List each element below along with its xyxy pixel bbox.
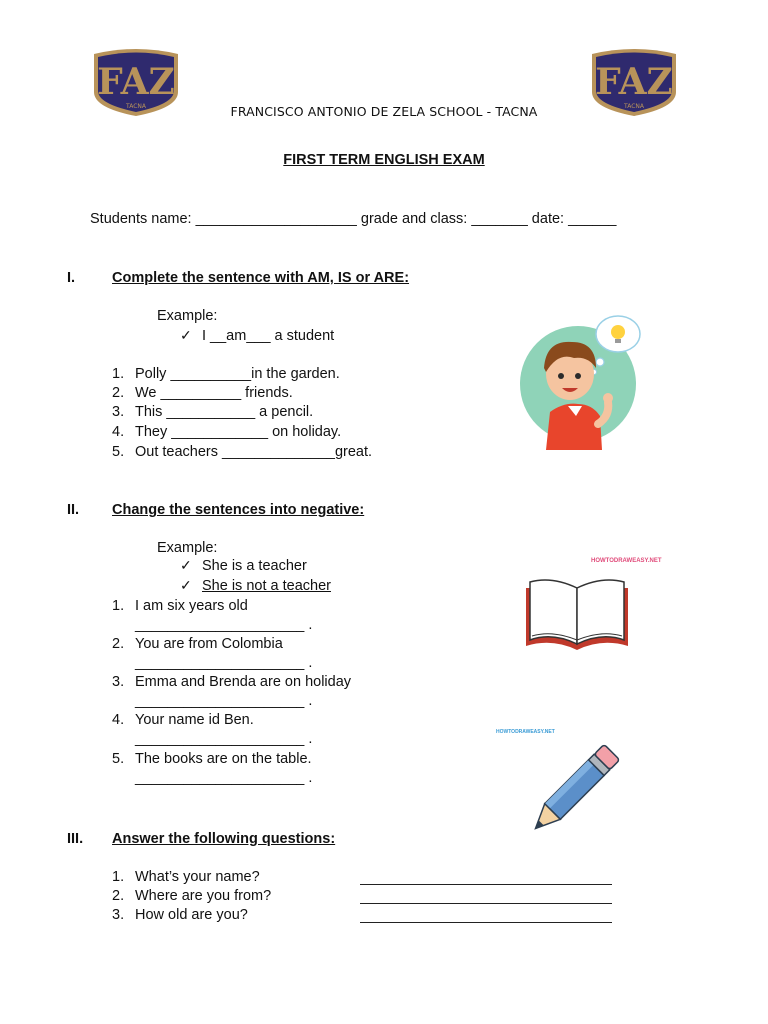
- list-item: Polly __________in the garden.: [135, 366, 340, 382]
- crest-letters: FAZ: [97, 61, 175, 103]
- question: What’s your name?: [135, 869, 260, 885]
- section-1-example: I __am___ a student: [202, 328, 335, 344]
- list-item: We __________ friends.: [135, 385, 293, 401]
- pencil-watermark: HOWTODRAWEASY.NET: [496, 729, 555, 735]
- open-book-illustration: [522, 574, 632, 656]
- list-item: Emma and Brenda are on holiday: [135, 674, 352, 690]
- checkmark-icon: ✓: [180, 577, 192, 593]
- section-3-heading: Answer the following questions:: [112, 831, 336, 847]
- crest-letters: FAZ: [595, 61, 673, 103]
- exam-title: FIRST TERM ENGLISH EXAM: [283, 152, 485, 168]
- question: How old are you?: [135, 907, 248, 923]
- section-3-numeral: III.: [67, 831, 84, 847]
- list-item: This ___________ a pencil.: [135, 404, 314, 420]
- answer-line: _____________________ .: [135, 693, 313, 709]
- svg-text:TACNA: TACNA: [126, 103, 146, 110]
- list-item: I am six years old: [135, 598, 248, 614]
- section-1-numeral: I.: [67, 270, 76, 286]
- section-1-example-label: Example:: [157, 308, 218, 324]
- list-item: You are from Colombia: [135, 636, 283, 652]
- question: Where are you from?: [135, 888, 272, 904]
- answer-line: _____________________ .: [135, 731, 313, 747]
- answer-blank[interactable]: [360, 922, 612, 923]
- section-2-numeral: II.: [67, 502, 80, 518]
- answer-blank[interactable]: [360, 903, 612, 904]
- student-info-line: Students name: ____________________ grade and class: _______ date: ______: [90, 211, 617, 227]
- checkmark-icon: ✓: [180, 327, 192, 343]
- section-2-example-label: Example:: [157, 540, 218, 556]
- section-2-example-affirmative: She is a teacher: [202, 558, 307, 574]
- answer-line: _____________________ .: [135, 770, 313, 786]
- list-item: Out teachers ______________great.: [135, 444, 373, 460]
- list-item: The books are on the table.: [135, 751, 312, 767]
- checkmark-icon: ✓: [180, 557, 192, 573]
- answer-line: _____________________ .: [135, 617, 313, 633]
- book-watermark: HOWTODRAWEASY.NET: [591, 558, 662, 564]
- list-item: They ____________ on holiday.: [135, 424, 342, 440]
- section-2-heading: Change the sentences into negative:: [112, 502, 365, 518]
- section-2-example-negative: She is not a teacher: [202, 578, 331, 594]
- answer-line: _____________________ .: [135, 655, 313, 671]
- list-item: Your name id Ben.: [135, 712, 254, 728]
- thinking-boy-illustration: [512, 312, 648, 452]
- answer-blank[interactable]: [360, 884, 612, 885]
- school-name: FRANCISCO ANTONIO DE ZELA SCHOOL - TACNA: [230, 104, 538, 119]
- pencil-illustration: [514, 732, 632, 850]
- section-1-heading: Complete the sentence with AM, IS or ARE:: [112, 270, 410, 286]
- svg-text:TACNA: TACNA: [624, 103, 644, 110]
